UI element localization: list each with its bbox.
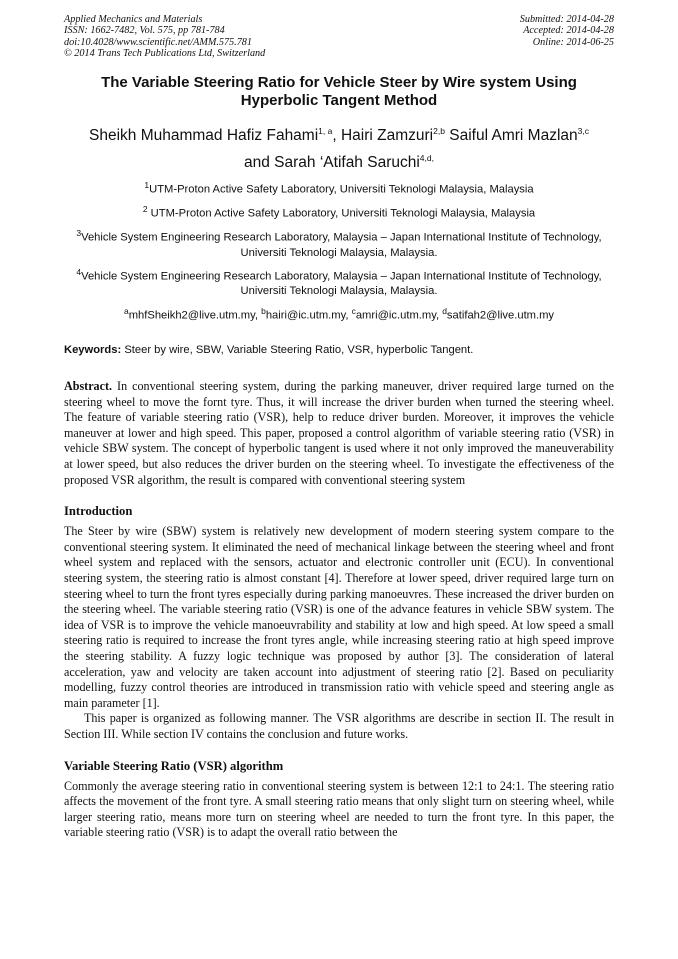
author-list	[64, 120, 614, 174]
affiliation-sup: 2	[142, 204, 148, 215]
author-name: and Sarah ‘Atifah Saruchi	[244, 153, 420, 171]
keywords-label: Keywords:	[64, 344, 122, 357]
author-name: Saiful Amri Mazlan	[449, 126, 578, 144]
journal-info	[64, 14, 265, 60]
affiliation	[64, 265, 614, 299]
paper-title: The Variable Steering Ratio for Vehicle Steer by Wire system Using Hyperbolic Tangent Method	[101, 73, 577, 109]
abstract	[64, 379, 614, 488]
author-sup: 2,b	[433, 125, 445, 136]
email-link[interactable]: hairi@ic.utm.my,	[265, 309, 352, 322]
author-name: Sheikh Muhammad Hafiz Fahami	[89, 126, 319, 144]
affiliation-text: Vehicle System Engineering Research Laboratory, Malaysia – Japan International Institute of Technology, Universiti Teknologi Malaysia, Malaysia.	[81, 270, 602, 298]
introduction-body	[64, 524, 614, 742]
journal-copyright: © 2014 Trans Tech Publications Ltd, Switzerland	[64, 48, 266, 60]
affiliation-text: UTM-Proton Active Safety Laboratory, Universiti Teknologi Malaysia, Malaysia	[149, 183, 534, 196]
publication-dates	[520, 14, 614, 60]
email-sup: c	[351, 305, 356, 316]
section-heading-vsr: Variable Steering Ratio (VSR) algorithm	[64, 758, 284, 773]
abstract-label: Abstract.	[64, 379, 113, 394]
author-sup: 3,c	[577, 125, 589, 136]
author-sep: ,	[332, 126, 341, 144]
email-link[interactable]: satifah2@live.utm.my	[446, 309, 555, 322]
author-sup: 1, a	[318, 125, 333, 136]
affiliation-text: UTM-Proton Active Safety Laboratory, Universiti Teknologi Malaysia, Malaysia	[147, 207, 536, 220]
journal-issn: ISSN: 1662-7482, Vol. 575, pp 781-784	[64, 25, 225, 37]
affiliation	[64, 178, 614, 197]
author-emails	[64, 304, 614, 323]
email-sup: b	[261, 305, 266, 316]
affiliation-sup: 3	[76, 228, 82, 239]
affiliation	[64, 202, 614, 221]
section-heading-introduction: Introduction	[64, 504, 133, 519]
email-link[interactable]: amri@ic.utm.my,	[355, 309, 443, 322]
online-date: Online: 2014-06-25	[532, 36, 614, 48]
author-sup: 4,d,	[419, 152, 434, 163]
journal-header	[64, 14, 614, 60]
email-link[interactable]: mhfSheikh2@live.utm.my,	[128, 309, 262, 322]
keywords-text: Steer by wire, SBW, Variable Steering Ratio, VSR, hyperbolic Tangent.	[124, 344, 474, 357]
paragraph: This paper is organized as following manner. The VSR algorithms are describe in section II. The result in Section III. While section IV contains the conclusion and future works.	[64, 711, 614, 741]
email-sup: d	[442, 305, 447, 316]
abstract-text: In conventional steering system, during the parking maneuver, driver required large turned on the steering wheel to move the fornt tyre. Thus, it will increase the driver burden when turned the steering wheel. The feature of variable steering ratio (VSR), help to reduce driver burden. Moreover, it improves the vehicle maneuver at lower and high speed. This paper, proposed a control algorithm of variable steering ratio (VSR) in vehicle SBW system. The concept of hyperbolic tangent is used where it not only improved the maneuverability at lower speed, but also reduces the driver burden on the steering wheel. To investigate the effectiveness of the proposed VSR algorithm, the result is compared with conventional steering system	[64, 379, 614, 487]
paragraph: Commonly the average steering ratio in conventional steering system is between 12:1 to 24:1. The steering ratio affects the movement of the front tyre. A small steering ratio means that only slight turn on steering wheel, while larger steering ratio, means more turn on steering wheel are needed to turn the front tyre. In this paper, the variable steering ratio (VSR) is to adapt the overall ratio between the	[64, 778, 614, 840]
accepted-date: Accepted: 2014-04-28	[523, 25, 614, 37]
affiliation-sup: 1	[144, 179, 150, 190]
journal-name: Applied Mechanics and Materials	[64, 14, 203, 25]
journal-doi: doi:10.4028/www.scientific.net/AMM.575.781	[64, 36, 252, 48]
affiliation-text: Vehicle System Engineering Research Laboratory, Malaysia – Japan International Institute of Technology, Universiti Teknologi Malaysia, Malaysia.	[81, 232, 602, 259]
affiliation-sup: 4	[76, 267, 82, 278]
author-name: Hairi Zamzuri	[340, 126, 434, 144]
paragraph: The Steer by wire (SBW) system is relatively new development of modern steering system compare to the conventional steering system. It eliminated the need of mechanical linkage between the steering wheel and front wheel system and replaced with the sensors, actuator and electronic controller unit (ECU). In conventional steering system, the steering ratio is almost constant [4]. Therefore at lower speed, driver required large turn on steering wheel to turn the front tyres especially during parking manoeuvres. These increased the driver burden on the steering wheel. The variable steering ratio (VSR) is one of the advance features in vehicle SBW system. The idea of VSR is to improve the vehicle manoeuvrability and stability at low and high speed. At low speed a small steering ratio is required to increase the front tyres angle, while increasing steering ratio at high speed improve the steering stability. A fuzzy logic technique was proposed by author [3]. The consideration of lateral acceleration, yaw and velocity are taken account into adjustment of steering ratio [2]. Based on peculiarity modelling, fuzzy control theories are introduced in transmission ratio with vehicle speed and steering angle as main parameter [1].	[64, 524, 614, 710]
submitted-date: Submitted: 2014-04-28	[519, 14, 614, 25]
email-sup: a	[123, 305, 129, 316]
keywords	[64, 343, 614, 357]
affiliation	[64, 226, 614, 260]
vsr-body	[64, 779, 614, 841]
affiliations	[64, 178, 614, 323]
